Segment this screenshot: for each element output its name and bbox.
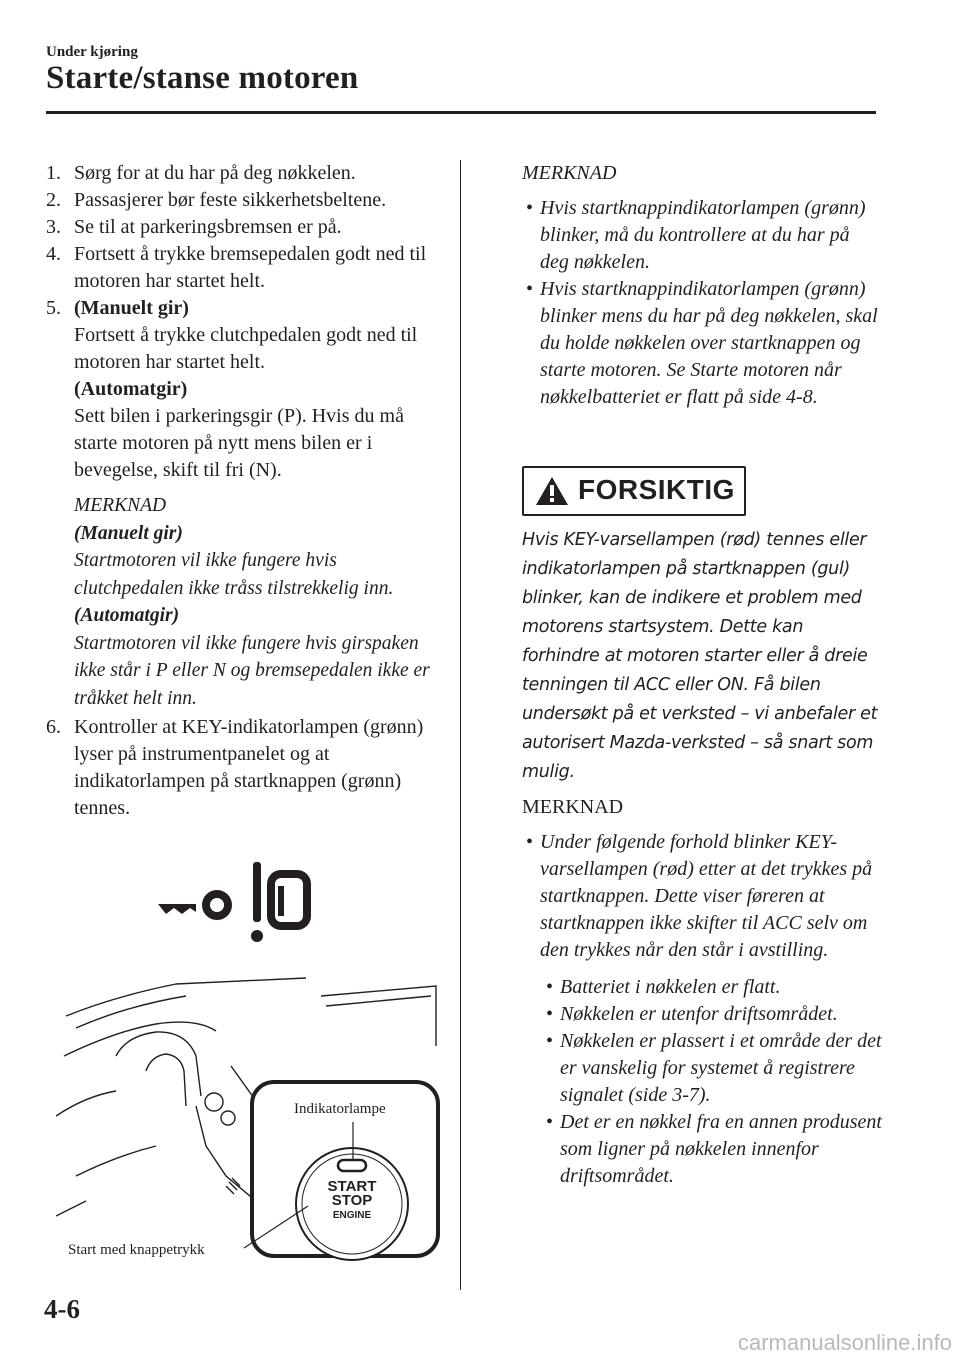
step-number: 4. bbox=[46, 243, 61, 265]
list-item-text: Det er en nøkkel fra en annen produsent som ligner på nøkkelen innenfor driftsområdet. bbox=[560, 1111, 882, 1187]
sub-bullet-list bbox=[542, 974, 882, 1190]
list-item-text: Hvis startknappindikatorlampen (grønn) blinker, må du kontrollere at du har på deg nøkkelen. bbox=[540, 197, 866, 273]
step-number: 5. bbox=[46, 297, 61, 319]
left-column bbox=[46, 160, 446, 822]
list-item-text: Nøkkelen er plassert i et område der det er vanskelig for systemet å registrere signalet (side 3-7). bbox=[560, 1030, 882, 1106]
note-manual-text: Startmotoren vil ikke fungere hvis clutchpedalen ikke tråss tilstrekkelig inn. bbox=[74, 550, 394, 599]
page-number: 4-6 bbox=[44, 1294, 80, 1324]
indicator-lamp-label: Indikatorlampe bbox=[294, 1101, 386, 1117]
dashboard-illustration bbox=[56, 856, 446, 1266]
note-manual-title: (Manuelt gir) bbox=[74, 522, 183, 544]
step-text: Fortsett å trykke bremsepedalen godt ned til motoren har startet helt. bbox=[74, 243, 427, 292]
note-heading: MERKNAD bbox=[522, 162, 617, 184]
step-1 bbox=[46, 160, 446, 187]
step-number: 6. bbox=[46, 716, 61, 738]
list-item bbox=[542, 974, 882, 1001]
step-text: Sørg for at du har på deg nøkkelen. bbox=[74, 162, 356, 184]
list-item bbox=[542, 1109, 882, 1190]
caution-text: Hvis KEY-varsellampen (rød) tennes eller indikatorlampen på startknappen (gul) blinker, kan de indikere et problem med motorens startsystem. Dette kan forhindre at motoren starter eller å dreie tenningen til ACC eller ON. Få bilen undersøkt på et verksted – vi anbefaler et autorisert Mazda-verksted – så snart som mulig. bbox=[522, 530, 878, 782]
button-label-stop: STOP bbox=[331, 1192, 373, 1209]
caution-label: FORSIKTIG bbox=[578, 474, 735, 505]
section-label: Under kjøring bbox=[46, 44, 138, 60]
step-auto-text: Sett bilen i parkeringsgir (P). Hvis du må starte motoren på nytt mens bilen er i bevegelse, skift til fri (N). bbox=[74, 405, 404, 481]
note-heading: MERKNAD bbox=[522, 796, 624, 818]
note-heading: MERKNAD bbox=[74, 495, 167, 516]
note-auto-text: Startmotoren vil ikke fungere hvis girspaken ikke står i P eller N og bremsepedalen ikke er tråkket helt inn. bbox=[74, 632, 430, 709]
list-item bbox=[522, 829, 882, 964]
note-auto-title: (Automatgir) bbox=[74, 605, 180, 626]
bullet-icon: • bbox=[526, 197, 534, 219]
list-item-text: Nøkkelen er utenfor driftsområdet. bbox=[560, 1003, 838, 1025]
note-bullet-list bbox=[522, 829, 882, 1190]
bullet-icon: • bbox=[546, 1003, 554, 1025]
list-item-text: Hvis startknappindikatorlampen (grønn) blinker mens du har på deg nøkkelen, skal du holde nøkkelen over startknappen og starte motoren. Se Starte motoren når nøkkelbatteriet er flatt på side 4-8. bbox=[540, 278, 878, 408]
step-number: 3. bbox=[46, 216, 61, 238]
list-item bbox=[522, 195, 882, 276]
list-item bbox=[542, 1028, 882, 1109]
step5-note bbox=[46, 492, 446, 712]
caution-header bbox=[522, 466, 746, 516]
button-label-engine: ENGINE bbox=[332, 1210, 372, 1221]
step-auto-title: (Automatgir) bbox=[74, 378, 188, 400]
step-manual-text: Fortsett å trykke clutchpedalen godt ned til motoren har startet helt. bbox=[74, 324, 418, 373]
right-note-2 bbox=[522, 794, 882, 1190]
step-4 bbox=[46, 241, 446, 295]
bullet-icon: • bbox=[526, 831, 534, 853]
page-title: Starte/stanse motoren bbox=[46, 60, 359, 96]
step-text: Kontroller at KEY-indikatorlampen (grønn) lyser på instrumentpanelet og at indikatorlampen på startknappen (grønn) tennes. bbox=[74, 716, 424, 819]
step-number: 2. bbox=[46, 189, 61, 211]
list-item bbox=[522, 276, 882, 411]
watermark: carmanualsonline.info bbox=[737, 1330, 952, 1355]
note-bullet-list bbox=[522, 195, 882, 411]
step-text: Passasjerer bør feste sikkerhetsbeltene. bbox=[74, 189, 387, 211]
title-rule bbox=[46, 111, 876, 114]
bullet-icon: • bbox=[526, 278, 534, 300]
right-note-1 bbox=[522, 160, 882, 411]
step-number: 1. bbox=[46, 162, 61, 184]
step-2 bbox=[46, 187, 446, 214]
step-5 bbox=[46, 295, 446, 484]
step-text: Se til at parkeringsbremsen er på. bbox=[74, 216, 342, 238]
key-warning-icon bbox=[158, 862, 307, 942]
start-button-label: Start med knappetrykk bbox=[68, 1242, 205, 1258]
start-stop-button bbox=[296, 1148, 408, 1260]
bullet-icon: • bbox=[546, 1111, 554, 1133]
list-item bbox=[542, 1001, 882, 1028]
column-divider bbox=[460, 160, 461, 1290]
bullet-icon: • bbox=[546, 976, 554, 998]
step-6 bbox=[46, 714, 446, 822]
step-3 bbox=[46, 214, 446, 241]
bullet-icon: • bbox=[546, 1030, 554, 1052]
start-button-illustration bbox=[56, 856, 446, 1271]
list-item-text: Under følgende forhold blinker KEY-varsellampen (rød) etter at det trykkes på startknappen. Dette viser føreren at startknappen ikke skifter til ACC selv om den trykkes når den står i avstilling. bbox=[540, 831, 873, 961]
warning-triangle-icon bbox=[534, 475, 570, 507]
button-label-start: START bbox=[327, 1178, 377, 1195]
indicator-lamp-icon bbox=[338, 1160, 366, 1171]
list-item-text: Batteriet i nøkkelen er flatt. bbox=[560, 976, 781, 998]
step-manual-title: (Manuelt gir) bbox=[74, 297, 189, 319]
